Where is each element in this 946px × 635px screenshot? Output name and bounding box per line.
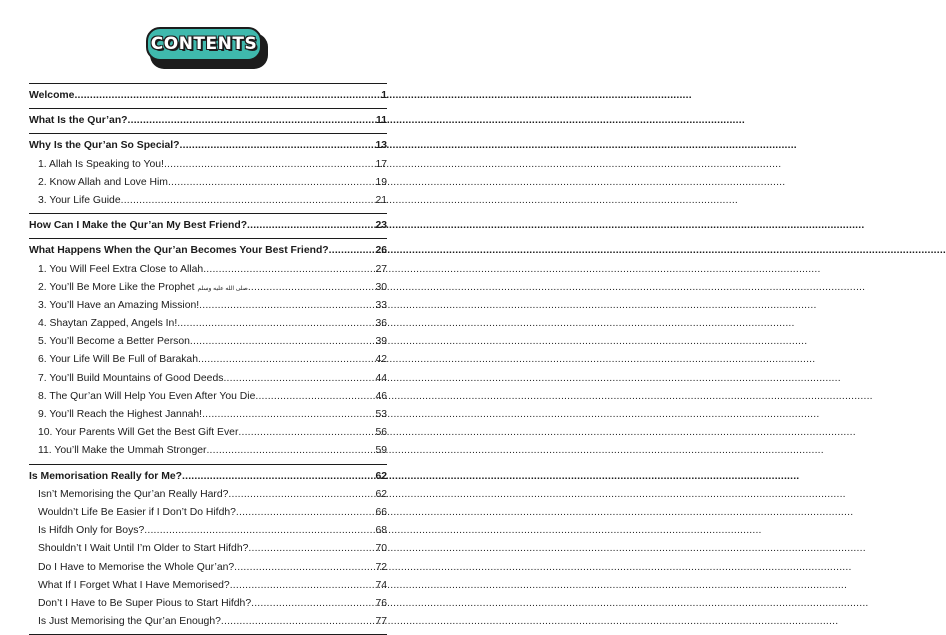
page-number: 74 [375,579,387,591]
toc-entry-title: Don’t I Have to Be Super Pious to Start Hifdh? [38,597,252,609]
toc-entry-title: What Happens When the Qur’an Becomes Your Best Friend? [29,245,329,257]
page-number: 56 [375,427,387,439]
toc-entry [29,333,387,351]
title-badge [146,27,262,61]
toc-entry-title: Is Just Memorising the Qur’an Enough? [38,616,221,628]
toc-entry [29,577,387,595]
page-title: CONTENTS [150,34,258,54]
toc-entry [29,261,387,279]
toc-entry [29,522,387,540]
toc-entry-title: Is Memorisation Really for Me? [29,470,183,482]
toc-entry-title: Do I Have to Memorise the Whole Qur’an? [38,561,235,573]
toc-entry-title: 2. You’ll Be More Like the Prophet [38,281,195,293]
toc-entry-title: 3. You’ll Have an Amazing Mission! [38,299,200,311]
toc-entry-title: Isn’t Memorising the Qur’an Really Hard? [38,488,229,500]
dot-leader [223,370,375,388]
toc-entry [29,424,387,442]
dot-leader [247,217,375,235]
toc-entry-title: 11. You’ll Make the Ummah Stronger [38,445,207,457]
toc-section [29,213,387,238]
toc-entry-title: 9. You’ll Reach the Highest Jannah! [38,409,203,420]
toc-entry-title: 2. Know Allah and Love Him [38,176,168,188]
contents-title-badge [146,27,270,69]
toc-entry-title: 1. Allah Is Speaking to You! [38,158,164,170]
dot-leader [329,242,376,260]
page-number: 1 [381,90,387,101]
page-number: 36 [375,318,387,330]
page-number: 59 [375,445,387,457]
dot-leader [203,261,375,279]
dot-leader [255,388,375,406]
dot-leader [144,522,375,540]
toc-entry [29,279,387,297]
dot-leader [128,112,376,130]
dot-leader [234,559,375,577]
toc-entry [29,156,387,174]
toc-entry-title: What Is the Qur’an? [29,115,128,127]
toc-section [29,108,387,133]
page-number: 77 [375,616,387,628]
page-number: 44 [375,372,387,384]
page-number: 11 [376,115,387,127]
dot-leader [121,192,376,210]
toc-entry [29,370,387,388]
dot-leader [177,315,375,333]
toc-section [29,238,387,463]
toc-entry-title: Shouldn’t I Wait Until I’m Older to Start Hifdh? [38,543,249,555]
toc-entry-title: 1. You Will Feel Extra Close to Allah [38,263,204,275]
table-of-contents [29,83,387,635]
dot-leader [230,577,376,595]
page-number: 17 [375,158,387,170]
dot-leader [198,351,375,369]
toc-entry [29,540,387,558]
page-number: 19 [375,176,387,188]
dot-leader [238,424,375,442]
page-number: 27 [375,263,387,275]
toc-entry-title: 6. Your Life Will Be Full of Barakah [38,354,198,366]
toc-entry-title: Is Hifdh Only for Boys? [38,525,145,537]
toc-entry [29,442,387,460]
toc-entry [29,613,387,631]
page-number: 62 [375,488,387,500]
toc-entry [29,388,387,406]
page-number: 26 [375,245,387,257]
page-number: 42 [375,354,387,366]
toc-entry [29,486,387,504]
dot-leader [248,540,375,558]
page-number: 72 [375,561,387,573]
dot-leader [168,174,375,192]
toc-section-heading [29,468,387,486]
toc-section-heading [29,87,387,105]
toc-section [29,464,387,635]
page-number: 70 [375,543,387,555]
toc-entry-title: 5. You’ll Become a Better Person [38,336,190,348]
toc-entry-title: 10. Your Parents Will Get the Best Gift Ever [38,427,239,439]
dot-leader [164,156,375,174]
toc-entry-title: Wouldn’t Life Be Easier if I Don’t Do Hifdh? [38,506,236,518]
toc-entry-title: 4. Shaytan Zapped, Angels In! [38,318,178,330]
toc-entry-title: How Can I Make the Qur’an My Best Friend? [29,220,248,232]
page-number: 46 [375,390,387,402]
dot-leader [180,137,376,155]
dot-leader [251,595,375,613]
page-number: 13 [375,140,387,152]
dot-leader [74,87,381,105]
dot-leader [236,504,376,522]
dot-leader [248,279,376,297]
page-number: 62 [375,470,387,482]
toc-section [29,83,387,108]
page-number: 39 [375,336,387,348]
toc-entry [29,504,387,522]
page-number: 66 [375,506,387,518]
page-number: 53 [375,409,387,420]
dot-leader [202,406,375,424]
page-number: 68 [375,525,387,537]
toc-entry-title: Welcome [29,90,75,101]
toc-entry [29,174,387,192]
toc-entry-title: 8. The Qur’an Will Help You Even After You Die [38,390,256,402]
toc-entry [29,315,387,333]
toc-entry [29,297,387,315]
salawat-symbol: صلى الله عليه وسلم [197,285,248,292]
toc-entry [29,595,387,613]
dot-leader [206,442,375,460]
dot-leader [199,297,375,315]
page-number: 76 [375,597,387,609]
toc-section-heading [29,112,387,130]
page-number: 30 [375,281,387,293]
toc-section [29,133,387,213]
page-number: 23 [375,220,387,232]
toc-section-heading [29,217,387,235]
page-number: 21 [375,194,387,206]
dot-leader [221,613,376,631]
toc-entry [29,406,387,424]
toc-entry-title: What If I Forget What I Have Memorised? [38,579,230,591]
toc-section-heading [29,137,387,155]
dot-leader [182,468,375,486]
toc-entry-title: 3. Your Life Guide [38,194,121,206]
page-number: 33 [375,299,387,311]
dot-leader [228,486,375,504]
dot-leader [190,333,376,351]
toc-entry [29,351,387,369]
toc-entry-title: Why Is the Qur’an So Special? [29,140,180,152]
toc-entry [29,559,387,577]
toc-entry-title: 7. You’ll Build Mountains of Good Deeds [38,372,224,384]
toc-section-heading [29,242,387,260]
toc-entry [29,192,387,210]
